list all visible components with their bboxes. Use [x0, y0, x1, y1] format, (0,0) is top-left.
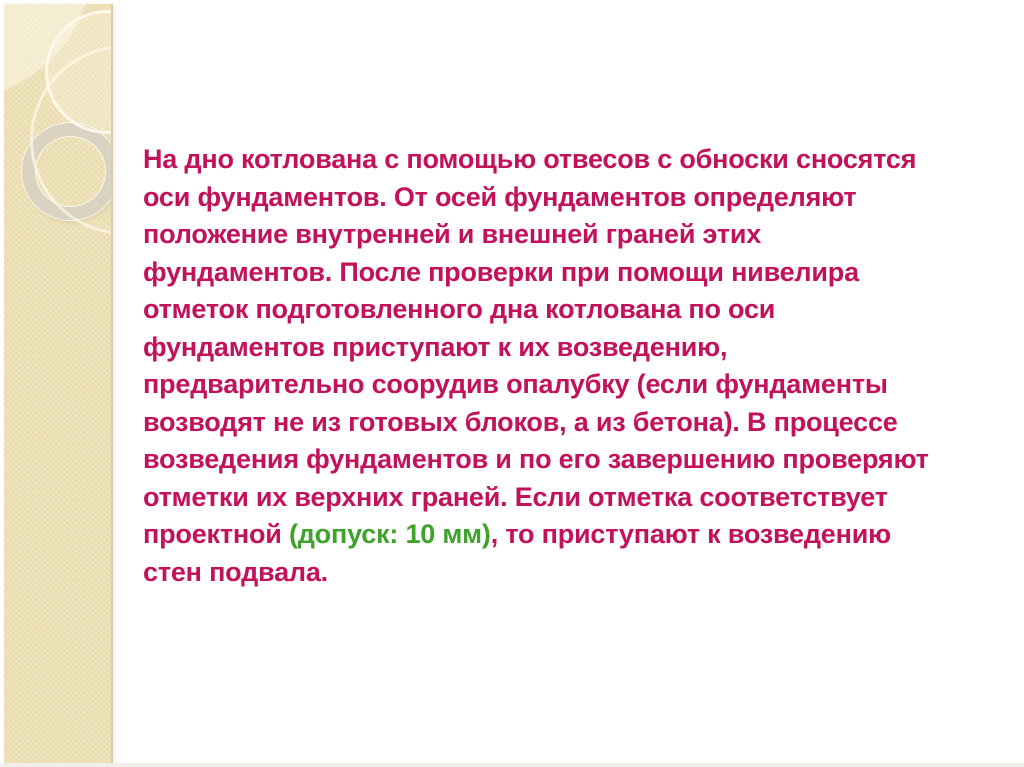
- text-segment: возводят не из готовых блоков, а из бетона). В процессе: [143, 406, 898, 437]
- text-line: [143, 179, 973, 217]
- slide-bottom-edge: [0, 763, 1024, 767]
- text-segment: стен подвала.: [143, 556, 328, 587]
- text-line: [143, 516, 973, 554]
- text-line: [143, 329, 973, 367]
- text-line: [143, 404, 973, 442]
- text-line: [143, 291, 973, 329]
- text-segment: предварительно соорудив опалубку (если фундаменты: [143, 369, 888, 399]
- text-segment: , то приступают к возведению: [490, 519, 891, 549]
- text-line: [143, 479, 973, 517]
- text-segment: положение внутренней и внешней граней этих: [143, 219, 762, 249]
- text-segment: фундаментов приступают к их возведению,: [143, 331, 728, 362]
- slide-body-text: [143, 141, 973, 591]
- highlighted-text-segment: (допуск: 10 мм): [288, 519, 491, 549]
- text-segment: проектной: [143, 519, 289, 549]
- text-segment: отметки их верхних граней. Если отметка соответствует: [143, 481, 888, 512]
- text-line: [143, 141, 973, 179]
- text-segment: возведения фундаментов и по его завершению проверяют: [143, 444, 929, 474]
- text-line: [143, 366, 973, 404]
- text-line: [143, 216, 973, 254]
- text-segment: оси фундаментов. От осей фундаментов определяют: [143, 181, 857, 212]
- text-line: [143, 254, 973, 292]
- text-line: [143, 554, 973, 592]
- text-line: [143, 441, 973, 479]
- decorative-sidebar: [4, 4, 113, 763]
- text-segment: На дно котлована с помощью отвесов с обноски сносятся: [143, 144, 917, 174]
- text-segment: отметок подготовленного дна котлована по оси: [143, 294, 776, 324]
- text-segment: фундаментов. После проверки при помощи нивелира: [143, 256, 859, 287]
